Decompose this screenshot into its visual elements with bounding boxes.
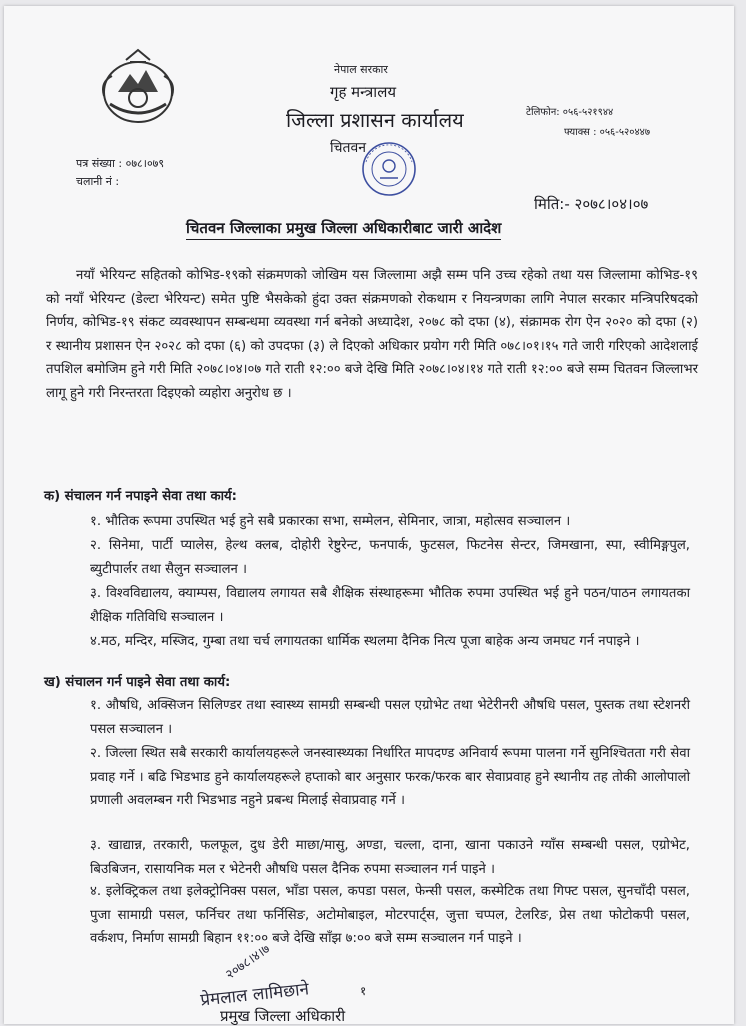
order-title: चितवन जिल्लाका प्रमुख जिल्ला अधिकारीबाट जारी आदेश xyxy=(186,218,501,240)
signatory-designation: प्रमुख जिल्ला अधिकारी xyxy=(220,1007,346,1025)
office-name: जिल्ला प्रशासन कार्यालय xyxy=(286,108,464,132)
list-item: २. जिल्ला स्थित सबै सरकारी कार्यालयहरूले जनस्वास्थ्यका निर्धारित मापदण्ड अनिवार्य रूपमा पालना गर्ने सुनिश्चितता गरी सेवा प्रवाह गर्ने । बढि भिडभाड हुने कार्यालयहरूले हप्ताको बार अनुसार फरक/फरक बार सेवाप्रवाह हुने स्थानीय तह तोकी आलोपालो प्रणाली अवलम्बन गरी भिडभाड नहुने प्रबन्ध मिलाई सेवाप्रवाह गर्ने । xyxy=(90,746,690,808)
list-item: ३. विश्वविद्यालय, क्याम्पस, विद्यालय लगायत सबै शैक्षिक संस्थाहरूमा भौतिक रुपमा उपस्थित भई हुने पठन/पाठन लगायतका शैक्षिक गतिविधि सञ्चालन । xyxy=(90,586,690,625)
list-item: ३. खाद्यान्न, तरकारी, फलफूल, दुध डेरी माछा/मासु, अण्डा, चल्ला, दाना, खाना पकाउने ग्याँस सम्बन्धी पसल, एग्रोभेट, बिउबिजन, रासायनिक मल र भेटेनरी औषधि पसल दैनिक रुपमा सञ्चालन गर्न पाइने । xyxy=(90,838,690,877)
district-name: चितवन xyxy=(330,140,367,156)
nepal-emblem-icon xyxy=(100,46,176,126)
page-number: १ xyxy=(360,984,367,998)
letter-date: मिति:- २०७८।०४।०७ xyxy=(534,195,649,213)
document-page xyxy=(4,6,734,1024)
government-label: नेपाल सरकार xyxy=(334,63,388,76)
dispatch-number: चलानी नं : xyxy=(76,175,120,188)
list-item: ४.मठ, मन्दिर, मस्जिद, गुम्बा तथा चर्च लगायतका धार्मिक स्थलमा दैनिक नित्य पूजा बाहेक अन्य जमघट गर्न नपाइने । xyxy=(90,634,640,649)
list-item: १. औषधि, अक्सिजन सिलिण्डर तथा स्वास्थ्य सामग्री सम्बन्धी पसल एग्रोभेट तथा भेटेरीनरी औषधि पसल, पुस्तक तथा स्टेशनरी पसल सञ्चालन । xyxy=(90,698,690,737)
signature-initials: २०७८।४।७ xyxy=(223,941,274,983)
section-b-heading: ख) संचालन गर्न पाइने सेवा तथा कार्य: xyxy=(44,675,231,690)
office-stamp-icon xyxy=(360,138,418,200)
list-item: ४. इलेक्ट्रिकल तथा इलेक्ट्रोनिक्स पसल, भाँडा पसल, कपडा पसल, फेन्सी पसल, कस्मेटिक तथा गिफ्ट पसल, सुनचाँदी पसल, पुजा सामाग्री पसल, फर्निचर तथा फर्निसिङ, अटोमोबाइल, मोटरपार्ट्स, जुत्ता चप्पल, टेलरिङ, प्रेस तथा फोटोकपी पसल, वर्कशप, निर्माण सामग्री बिहान ११:०० बजे देखि साँझ ७:०० बजे सम्म सञ्चालन गर्न पाइने । xyxy=(90,884,690,946)
list-item: १. भौतिक रूपमा उपस्थित भई हुने सबै प्रकारका सभा, सम्मेलन, सेमिनार, जात्रा, महोत्सव सञ्चालन । xyxy=(90,514,571,529)
letter-number: पत्र संख्या : ०७८।०७९ xyxy=(76,157,165,170)
order-body-paragraph: नयाँ भेरियन्ट सहितको कोभिड-१९को संक्रमणको जोखिम यस जिल्लामा अझै सम्म पनि उच्च रहेको तथा यस जिल्लामा कोभिड-१९ को नयाँ भेरियन्ट (डेल्टा भेरियन्ट) समेत पुष्टि भैसकेको हुंदा उक्त संक्रमणको रोकथाम र नियन्त्रणका लागि नेपाल सरकार मन्त्रिपरिषदको निर्णय, कोभिड-१९ संकट व्यवस्थापन सम्बन्धमा व्यवस्था गर्न बनेको अध्यादेश, २०७८ को दफा (४), संक्रामक रोग ऐन २०२० को दफा (२) र स्थानीय प्रशासन ऐन २०२८ को दफा (६) को उपदफा (३) ले दिएको अधिकार प्रयोग गरी मिति ०७८।०१।१५ गते जारी गरिएको आदेशलाई तपशिल बमोजिम हुने गरी मिति २०७८।०४।०७ गते राती १२:०० बजे देखि मिति २०७८।०४।१४ गते राती १२:०० बजे सम्म चितवन जिल्लाभर लागू हुने गरी निरन्तरता दिइएको व्यहोरा अनुरोध छ । xyxy=(46,268,698,401)
list-item: २. सिनेमा, पार्टी प्यालेस, हेल्थ क्लब, दोहोरी रेष्टुरेन्ट, फनपार्क, फुटसल, फिटनेस सेन्टर, जिमखाना, स्पा, स्वीमिङ्गपुल, ब्युटीपार्लर तथा सैलुन सञ्चालन । xyxy=(90,538,690,577)
section-a-heading: क) संचालन गर्न नपाइने सेवा तथा कार्य: xyxy=(44,489,237,504)
signatory-name: प्रेमलाल लामिछाने xyxy=(199,979,310,1011)
telephone-number: टेलिफोन: ०५६-५२१९४४ xyxy=(526,107,614,118)
fax-number: फ्याक्स : ०५६-५२०४४७ xyxy=(564,127,651,138)
ministry-label: गृह मन्त्रालय xyxy=(330,83,397,101)
